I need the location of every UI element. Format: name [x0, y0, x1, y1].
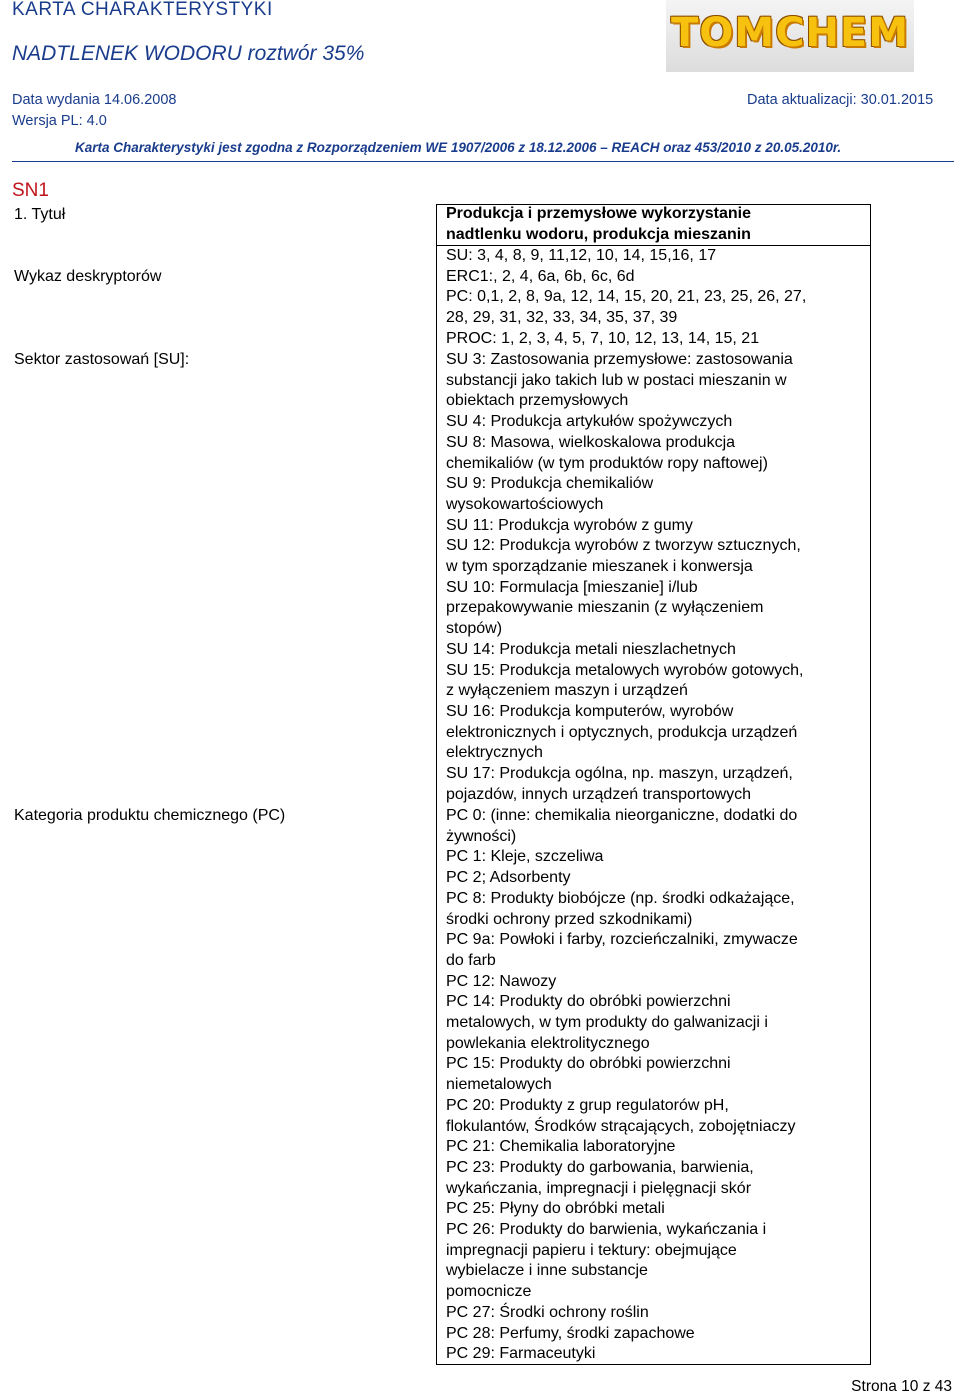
- sector-line: SU 9: Produkcja chemikaliów: [446, 475, 654, 493]
- section-title-label: 1. Tytuł: [14, 206, 66, 223]
- product-category-line: PC 28: Perfumy, środki zapachowe: [446, 1324, 695, 1342]
- compliance-note: Karta Charakterystyki jest zgodna z Rozporządzeniem WE 1907/2006 z 18.12.2006 – REACH oraz 453/2010 z 20.05.2010r.: [75, 140, 842, 155]
- sector-line: obiektach przemysłowych: [446, 392, 629, 410]
- header-divider: [12, 161, 954, 162]
- section-title-value: [446, 204, 751, 245]
- sector-line: SU 8: Masowa, wielkoskalowa produkcja: [446, 433, 736, 451]
- product-category-line: PC 25: Płyny do obróbki metali: [446, 1200, 665, 1218]
- sector-line: z wyłączeniem maszyn i urządzeń: [446, 682, 688, 700]
- sector-line: SU 15: Produkcja metalowych wyrobów gotowych,: [446, 661, 804, 679]
- product-category-line: PC 12: Nawozy: [446, 972, 557, 990]
- product-category-line: do farb: [446, 951, 496, 969]
- descriptor-line: 28, 29, 31, 32, 33, 34, 35, 37, 39: [446, 309, 678, 327]
- product-category-line: PC 26: Produkty do barwienia, wykańczania i: [446, 1221, 767, 1239]
- section-title-line: nadtlenku wodoru, produkcja mieszanin: [446, 225, 751, 243]
- version-label: Wersja PL: 4.0: [12, 113, 107, 129]
- product-category-line: pomocnicze: [446, 1283, 532, 1301]
- scenario-code: SN1: [12, 180, 49, 201]
- sector-line: SU 11: Produkcja wyrobów z gumy: [446, 516, 693, 534]
- sector-line: przepakowywanie mieszanin (z wyłączeniem: [446, 599, 764, 617]
- product-category-line: niemetalowych: [446, 1076, 552, 1094]
- table-right-border: [870, 204, 871, 1364]
- product-category-line: PC 15: Produkty do obróbki powierzchni: [446, 1055, 731, 1073]
- sector-line: SU 4: Produkcja artykułów spożywczych: [446, 413, 733, 431]
- sector-line: SU 12: Produkcja wyrobów z tworzyw sztucznych,: [446, 537, 801, 555]
- update-date: Data aktualizacji: 30.01.2015: [747, 92, 934, 108]
- product-category-line: PC 0: (inne: chemikalia nieorganiczne, dodatki do: [446, 807, 798, 824]
- product-category-line: wybielacze i inne substancje: [446, 1262, 648, 1280]
- product-category-line: PC 8: Produkty biobójcze (np. środki odkażające,: [446, 889, 795, 907]
- table-left-border: [436, 204, 437, 1364]
- product-category-line: flokulantów, Środków strącających, zobojętniaczy: [446, 1117, 796, 1135]
- sector-line: SU 17: Produkcja ogólna, np. maszyn, urządzeń,: [446, 765, 793, 783]
- product-category-line: impregnacji papieru i tektury: obejmujące: [446, 1241, 737, 1259]
- sector-line: SU 16: Produkcja komputerów, wyrobów: [446, 702, 734, 720]
- sectors-label: Sektor zastosowań [SU]:: [14, 351, 190, 368]
- sector-line: chemikaliów (w tym produktów ropy naftowej): [446, 454, 768, 472]
- sector-line: SU 14: Produkcja metali nieszlachetnych: [446, 640, 736, 658]
- page-number: Strona 10 z 43: [851, 1378, 952, 1395]
- descriptor-line: ERC1:, 2, 4, 6a, 6b, 6c, 6d: [446, 267, 635, 285]
- sector-line: SU 10: Formulacja [mieszanie] i/lub: [446, 578, 698, 596]
- product-category-list: [446, 806, 798, 1365]
- product-category-line: PC 1: Kleje, szczeliwa: [446, 848, 604, 866]
- logo-wordmark: TOMCHEM: [670, 10, 910, 56]
- product-category-line: PC 29: Farmaceutyki: [446, 1345, 596, 1363]
- product-category-line: PC 21: Chemikalia laboratoryjne: [446, 1138, 676, 1156]
- descriptors-list: [446, 246, 806, 350]
- company-logo: [666, 0, 914, 72]
- descriptor-line: SU: 3, 4, 8, 9, 11,12, 10, 14, 15,16, 17: [446, 247, 717, 264]
- sector-line: elektrycznych: [446, 744, 543, 762]
- product-name: NADTLENEK WODORU roztwór 35%: [12, 42, 365, 65]
- section-title-line: Produkcja i przemysłowe wykorzystanie: [446, 205, 752, 222]
- product-category-line: powlekania elektrolitycznego: [446, 1034, 650, 1052]
- sector-line: elektronicznych i optycznych, produkcja urządzeń: [446, 723, 798, 741]
- product-category-line: PC 20: Produkty z grup regulatorów pH,: [446, 1096, 729, 1114]
- descriptors-label: Wykaz deskryptorów: [14, 268, 162, 285]
- product-category-line: PC 27: Środki ochrony roślin: [446, 1303, 649, 1321]
- product-category-line: środki ochrony przed szkodnikami): [446, 910, 693, 928]
- sector-line: pojazdów, innych urządzeń transportowych: [446, 785, 752, 803]
- product-category-line: żywności): [446, 827, 517, 845]
- issue-date: Data wydania 14.06.2008: [12, 92, 177, 108]
- sector-line: wysokowartościowych: [446, 495, 604, 513]
- product-category-line: metalowych, w tym produkty do galwanizacji i: [446, 1014, 768, 1032]
- sectors-list: [446, 350, 804, 805]
- product-category-line: PC 9a: Powłoki i farby, rozcieńczalniki, zmywacze: [446, 931, 798, 949]
- sector-line: substancji jako takich lub w postaci mieszanin w: [446, 371, 787, 389]
- document-type-title: KARTA CHARAKTERYSTYKI: [12, 0, 273, 20]
- descriptor-line: PROC: 1, 2, 3, 4, 5, 7, 10, 12, 13, 14, 15, 21: [446, 329, 760, 347]
- sector-line: SU 3: Zastosowania przemysłowe: zastosowania: [446, 351, 793, 368]
- product-category-line: PC 2; Adsorbenty: [446, 869, 571, 887]
- sector-line: stopów): [446, 620, 503, 638]
- product-category-line: wykańczania, impregnacji i pielęgnacji skór: [446, 1179, 752, 1197]
- descriptor-line: PC: 0,1, 2, 8, 9a, 12, 14, 15, 20, 21, 23, 25, 26, 27,: [446, 288, 807, 306]
- product-category-line: PC 14: Produkty do obróbki powierzchni: [446, 993, 731, 1011]
- product-category-label: Kategoria produktu chemicznego (PC): [14, 807, 286, 824]
- sector-line: w tym sporządzanie mieszanek i konwersja: [446, 558, 753, 576]
- product-category-line: PC 23: Produkty do garbowania, barwienia,: [446, 1158, 754, 1176]
